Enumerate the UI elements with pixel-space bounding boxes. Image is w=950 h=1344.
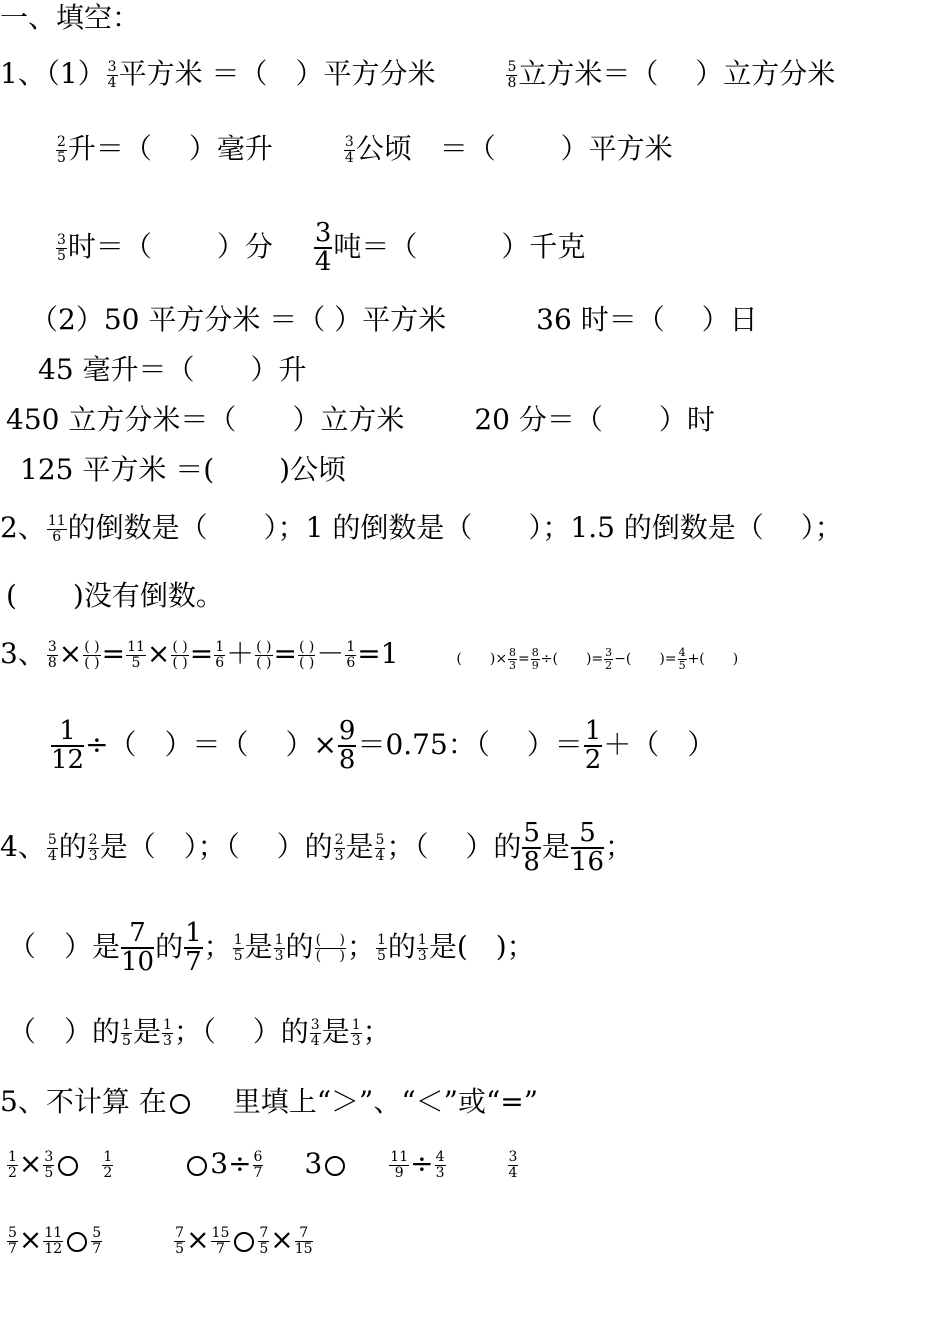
fraction: $\frac{3}{4}$	[314, 218, 332, 278]
section-title: 一、填空：	[0, 1, 141, 34]
q3-line-1: 3、 $\frac{3}{8}$ × ( ) ( ) = $\frac{11}{5}$ × ( ) ( ) = $\frac{1}{6}$ ＋ ( ) ( ) = ( ) ( ) － $\frac{1}{6}$ =1 ( )× $\frac{8}{3}$ = $\frac{8}{9}$ ÷( )= $\frac{3}{2}$ −( )= $\frac{4}{5}$ +( )	[0, 637, 739, 672]
q1-line-5: 45 毫升＝（ ）升	[38, 353, 307, 386]
fraction: $\frac{2}{5}$	[57, 134, 66, 166]
fraction: $\frac{1}{2}$	[103, 1149, 113, 1181]
q1-text: 升＝（ ）毫升	[67, 132, 273, 165]
q1-text: 立方米＝（ ）立方分米	[518, 57, 836, 90]
fraction: $\frac{7}{10}$	[121, 918, 155, 978]
fraction: $\frac{5}{16}$	[570, 818, 605, 878]
fraction: $\frac{2}{3}$	[88, 832, 98, 864]
fraction: $\frac{11}{5}$	[127, 639, 145, 671]
q1-text: 吨＝（ ）千克	[333, 229, 586, 263]
q1-text: 50 平方分米 ＝（ ）平方米	[103, 303, 447, 336]
fraction: $\frac{1}{7}$	[185, 918, 202, 978]
q4-line-1: 4、 $\frac{5}{4}$ 的 $\frac{2}{3}$ 是（ ）；（ ）的 $\frac{2}{3}$ 是 $\frac{5}{4}$ ；（ ）的 $\frac{5}{8}$ 是 $\frac{5}{16}$ ；	[0, 818, 634, 878]
fraction: $\frac{7}{15}$	[294, 1225, 313, 1257]
fraction: $\frac{5}{8}$	[523, 818, 540, 878]
q3-small-equation: ( )× $\frac{8}{3}$ = $\frac{8}{9}$ ÷( )= $\frac{3}{2}$ −( )= $\frac{4}{5}$ +( )	[456, 645, 739, 672]
q2-line-1	[0, 511, 843, 545]
fraction: $\frac{4}{3}$	[435, 1149, 445, 1181]
fraction: $\frac{1}{5}$	[376, 932, 386, 964]
fraction: $\frac{3}{4}$	[344, 134, 354, 166]
fraction: $\frac{1}{5}$	[122, 1017, 131, 1049]
fraction: $\frac{1}{12}$	[51, 716, 85, 776]
fraction: $\frac{15}{7}$	[211, 1225, 230, 1257]
fraction: $\frac{11}{6}$	[47, 513, 66, 545]
fraction: $\frac{1}{3}$	[417, 932, 427, 964]
q3-line-2: $\frac{1}{12}$ ÷（ ）＝（ ）× $\frac{9}{8}$ ＝0.75：（ ）＝ $\frac{1}{2}$ ＋（ ）	[51, 716, 716, 776]
fraction: $\frac{3}{8}$	[47, 639, 57, 671]
fraction: $\frac{3}{4}$	[508, 1149, 518, 1181]
q1-line-3	[55, 220, 585, 277]
fraction: $\frac{1}{6}$	[346, 639, 356, 671]
fraction: $\frac{1}{3}$	[351, 1017, 361, 1049]
q2-label: 2、	[0, 511, 46, 544]
q5-line-2: $\frac{1}{2}$ × $\frac{3}{5}$ $\frac{1}{2}$ 3÷ $\frac{6}{7}$ 3 $\frac{11}{9}$ ÷ $\frac{4}{3}$ $\frac{3}{4}$	[8, 1147, 518, 1181]
fraction: $\frac{3}{4}$	[107, 59, 117, 91]
fraction: $\frac{3}{5}$	[57, 232, 66, 264]
blank-fraction[interactable]: ( ) ( )	[315, 932, 345, 964]
fraction: $\frac{11}{12}$	[44, 1225, 63, 1257]
fraction: $\frac{5}{7}$	[92, 1225, 102, 1257]
blank-fraction[interactable]: ( ) ( )	[256, 639, 272, 671]
q1-part2-label: （2）	[30, 303, 104, 336]
fraction: $\frac{5}{8}$	[507, 59, 517, 91]
fraction: $\frac{11}{9}$	[390, 1149, 409, 1181]
q2-line-2: ( )没有倒数。	[6, 579, 224, 612]
compare-circle[interactable]	[170, 1094, 190, 1114]
q1-part1-label: （1）	[45, 57, 106, 90]
q1-label: 1、	[0, 57, 46, 90]
blank-fraction[interactable]: ( ) ( )	[172, 639, 188, 671]
q1-line-2	[55, 132, 673, 166]
fraction: $\frac{5}{4}$	[375, 832, 385, 864]
fraction: $\frac{3}{4}$	[310, 1017, 320, 1049]
q4-line-3: （ ）的 $\frac{1}{5}$ 是 $\frac{1}{3}$ ；（ ）的 $\frac{3}{4}$ 是 $\frac{1}{3}$ ；	[8, 1015, 391, 1049]
fraction: $\frac{1}{5}$	[233, 932, 243, 964]
blank-fraction[interactable]: ( ) ( )	[84, 639, 100, 671]
q4-line-2: （ ）是 $\frac{7}{10}$ 的 $\frac{1}{7}$ ； $\frac{1}{5}$ 是 $\frac{1}{3}$ 的 ( ) ( ) ； $\frac{1}{5}$ 的 $\frac{1}{3}$ 是( )；	[8, 918, 535, 978]
compare-circle[interactable]	[325, 1156, 345, 1176]
q1-line-6	[6, 403, 715, 436]
q1-text: 时＝（ ）分	[67, 229, 273, 263]
fraction: $\frac{2}{3}$	[334, 832, 344, 864]
fraction: $\frac{5}{7}$	[8, 1225, 17, 1257]
fraction: $\frac{7}{5}$	[259, 1225, 269, 1257]
q1-text: 36 时＝（ ）日	[536, 303, 758, 336]
q1-text: 20 分＝（ ）时	[474, 403, 715, 436]
blank-fraction[interactable]: ( ) ( )	[298, 639, 315, 671]
fraction: $\frac{1}{3}$	[162, 1017, 172, 1049]
fraction: $\frac{1}{2}$	[8, 1149, 17, 1181]
fraction: $\frac{1}{2}$	[584, 716, 602, 776]
compare-circle[interactable]	[67, 1232, 87, 1252]
q4-label: 4、	[0, 829, 46, 863]
fraction: $\frac{3}{5}$	[44, 1149, 54, 1181]
q1-line-7: 125 平方米 ＝( )公顷	[20, 453, 346, 486]
q1-line-4	[30, 303, 758, 336]
compare-circle[interactable]	[234, 1232, 254, 1252]
fraction: $\frac{6}{7}$	[253, 1149, 263, 1181]
q1-text: 450 立方分米＝（ ）立方米	[6, 403, 405, 436]
compare-circle[interactable]	[187, 1156, 207, 1176]
q3-label: 3、	[0, 637, 46, 670]
q5-line-3: $\frac{5}{7}$ × $\frac{11}{12}$ $\frac{5}{7}$ $\frac{7}{5}$ × $\frac{15}{7}$ $\frac{7}{5}$ × $\frac{7}{15}$	[8, 1223, 313, 1257]
fraction: $\frac{9}{8}$	[338, 716, 356, 776]
fraction: $\frac{7}{5}$	[175, 1225, 185, 1257]
q5-line-1: 5、不计算 在 里填上“＞”、“＜”或“=”	[0, 1085, 539, 1118]
q1-text: 公顷 ＝（ ）平方米	[355, 132, 673, 165]
q1-line-1	[0, 57, 836, 91]
fraction: $\frac{5}{4}$	[47, 832, 57, 864]
fraction: $\frac{1}{3}$	[274, 932, 284, 964]
fraction: $\frac{1}{6}$	[215, 639, 225, 671]
compare-circle[interactable]	[58, 1156, 78, 1176]
q5-label: 5、	[0, 1085, 46, 1118]
q2-text: 的倒数是（ ）；1 的倒数是（ ）；1.5 的倒数是（ ）；	[67, 511, 843, 544]
q1-text: 平方米 ＝（ ）平方分米	[118, 57, 436, 90]
